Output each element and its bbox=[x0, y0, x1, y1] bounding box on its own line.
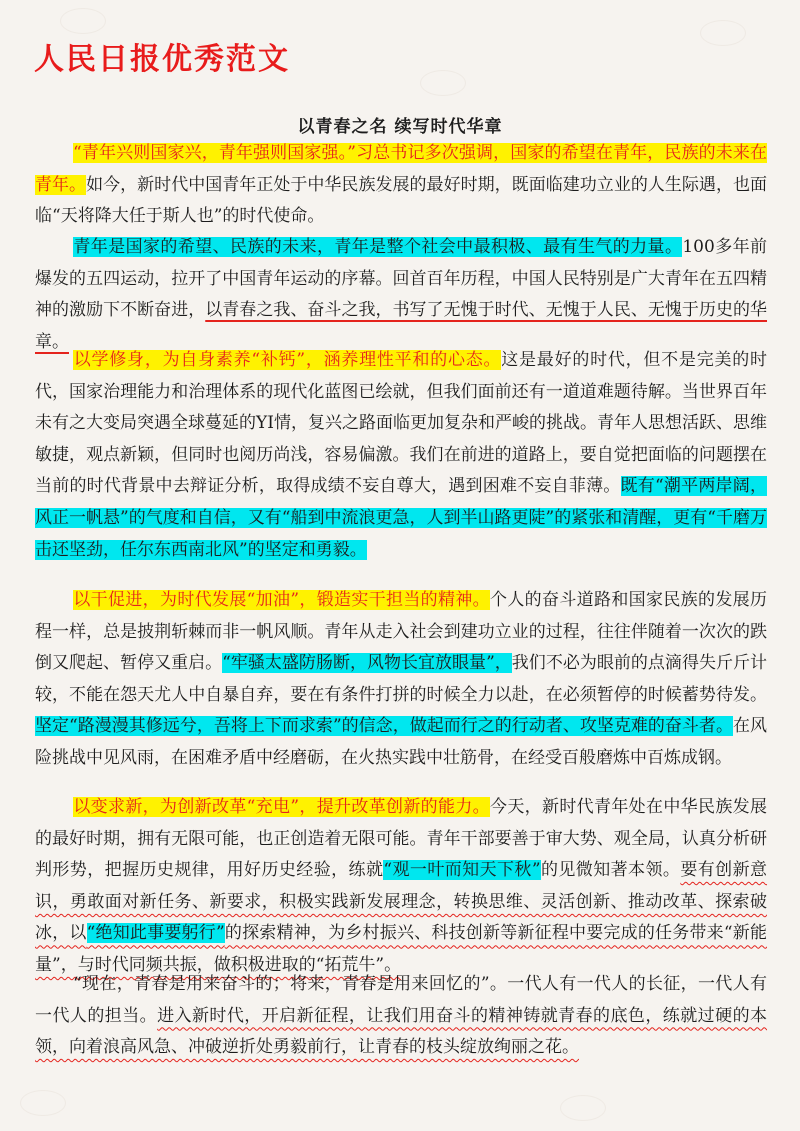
background-ornament bbox=[420, 70, 466, 96]
highlight-yellow: 以干促进，为时代发展“加油”，锻造实干担当的精神。 bbox=[73, 590, 491, 610]
background-ornament bbox=[700, 20, 746, 46]
highlight-cyan: “观一叶而知天下秋” bbox=[383, 860, 541, 881]
paragraph-3 bbox=[35, 345, 767, 566]
paragraph-text: “现在，青春是用来奋斗的；将来，青春是用来回忆的”。一代人有一代人的长征，一代人有一代人的担当。 bbox=[35, 974, 767, 1026]
wavy-underlined-text: 进入新时代，开启新征程，让我们用奋斗的精神铸就青春的底色，练就过硬的本领，向着浪高风急、冲破逆折处勇毅前行，让青春的枝头绽放绚丽之花。 bbox=[35, 1005, 768, 1058]
paragraph-4 bbox=[35, 585, 767, 775]
highlight-cyan: “牢骚太盛防肠断，风物长宜放眼量”， bbox=[222, 653, 512, 674]
paragraph-text: 个人的奋斗道路和国家民族的发展历程一样，总是披荆斩棘而非一帆风顺。青年从走入社会到建功立业的过程，往往伴随着一次次的跌倒又爬起、暂停又重启。 bbox=[35, 590, 767, 674]
paragraph-text: 我们不必为眼前的点滴得失斤斤计较，不能在怨天尤人中自暴自弃，要在有条件打拼的时候全力以赴，在必须暂停的时候蓄势待发。 bbox=[35, 653, 767, 705]
highlight-yellow: 以变求新，为创新改革“充电”，提升改革创新的能力。 bbox=[73, 797, 491, 817]
paragraph-6 bbox=[35, 969, 767, 1064]
highlight-yellow: “青年兴则国家兴，青年强则国家强。”习总书记多次强调，国家的希望在青年，民族的未来在青年。 bbox=[35, 143, 767, 195]
paragraph-text: 100多年前爆发的五四运动，拉开了中国青年运动的序幕。回首百年历程，中国人民特别是广大青年在五四精神的激励下不断奋进， bbox=[35, 237, 768, 321]
paragraph-text: 如今，新时代中国青年正处于中华民族发展的最好时期，既面临建功立业的人生际遇，也面临“天将降大任于斯人也”的时代使命。 bbox=[35, 174, 768, 227]
paragraph-1 bbox=[35, 138, 767, 233]
paragraph-text: 的见微知著本领。 bbox=[540, 860, 681, 881]
paragraph-text: 这是最好的时代，但不是完美的时代，国家治理能力和治理体系的现代化蓝图已绘就，但我们面前还有一道道难题待解。当世界百年未有之大变局突遇全球蔓延的YI情，复兴之路面临更加复杂和严峻的挑战。青年人思想活跃、思维敏捷，观点新颖，但同时也阅历尚浅，容易偏激。我们在前进的道路上，要自觉把面临的问题摆在当前的时代背景中去辩证分析，取得成绩不妄自尊大，遇到困难不妄自菲薄。 bbox=[35, 350, 767, 497]
background-ornament bbox=[60, 8, 106, 34]
highlight-cyan: 青年是国家的希望、民族的未来，青年是整个社会中最积极、最有生气的力量。 bbox=[73, 237, 683, 257]
highlight-cyan: “绝知此事要躬行” bbox=[86, 923, 225, 944]
article-title: 以青春之名 续写时代华章 bbox=[297, 117, 503, 137]
background-ornament bbox=[560, 1095, 606, 1121]
page-heading: 人民日报优秀范文 bbox=[34, 42, 290, 77]
underlined-text: 以青春之我、奋斗之我，书写了无愧于时代、无愧于人民、无愧于历史的华章。 bbox=[35, 300, 768, 352]
wavy-underlined-text: 的探索精神，为乡村振兴、科技创新等新征程中要完成的任务带来“新能量”，与时代同频共振，做积极进取的“拓荒牛”。 bbox=[35, 923, 767, 975]
paragraph-2 bbox=[35, 232, 767, 358]
wavy-underlined-text: 要有创新意识，勇敢面对新任务、新要求，积极实践新发展理念，转换思维、灵活创新、推动改革、探索破冰，以 bbox=[35, 860, 768, 944]
highlight-cyan: 既有“潮平两岸阔，风正一帆悬”的气度和自信，又有“船到中流浪更急，人到半山路更陡”的紧张和清醒，更有“千磨万击还坚劲，任尔东西南北风”的坚定和勇毅。 bbox=[35, 476, 767, 560]
paragraph-text: 在风险挑战中见风雨，在困难矛盾中经磨砺，在火热实践中壮筋骨，在经受百般磨炼中百炼成钢。 bbox=[35, 716, 767, 768]
highlight-yellow: 以学修身，为自身素养“补钙”，涵养理性平和的心态。 bbox=[73, 350, 502, 370]
paragraph-text: 今天，新时代青年处在中华民族发展的最好时期，拥有无限可能，也正创造着无限可能。青年干部要善于审大势、观全局，认真分析研判形势，把握历史规律，用好历史经验，练就 bbox=[35, 797, 767, 881]
paragraph-5 bbox=[35, 792, 767, 982]
background-ornament bbox=[20, 1090, 66, 1116]
highlight-cyan: 坚定“路漫漫其修远兮，吾将上下而求索”的信念，做起而行之的行动者、攻坚克难的奋斗者。 bbox=[35, 716, 733, 737]
